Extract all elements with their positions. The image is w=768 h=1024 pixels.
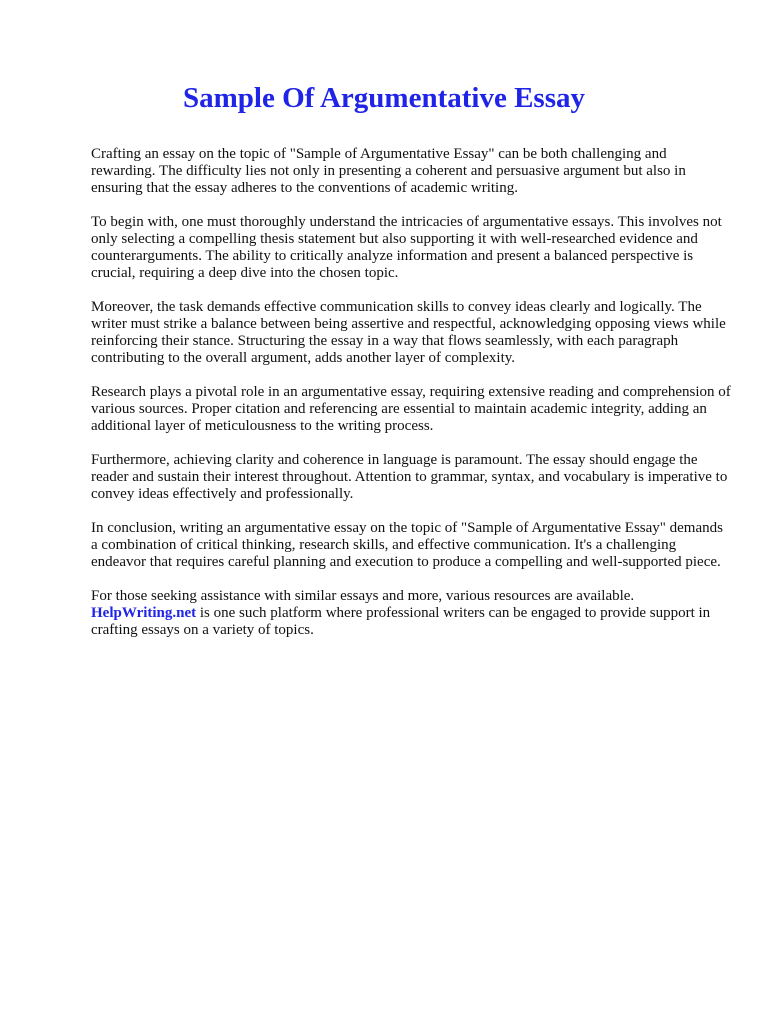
- closing-paragraph: [91, 588, 731, 639]
- paragraph-1: Crafting an essay on the topic of "Sample of Argumentative Essay" can be both challenging and rewarding. The difficulty lies not only in presenting a coherent and persuasive argument but also in ensuring that the essay adheres to the conventions of academic writing.: [91, 146, 686, 196]
- paragraph-2: To begin with, one must thoroughly understand the intricacies of argumentative essays. This involves not only selecting a compelling thesis statement but also supporting it with well-researched evidence and counterarguments. The ability to critically analyze information and present a balanced perspective is crucial, requiring a deep dive into the chosen topic.: [91, 214, 722, 281]
- paragraph-6: In conclusion, writing an argumentative essay on the topic of "Sample of Argumentative Essay" demands a combination of critical thinking, research skills, and effective communication. It's a challenging endeavor that requires careful planning and execution to produce a compelling and well-supported piece.: [91, 520, 723, 570]
- paragraph-5: Furthermore, achieving clarity and coherence in language is paramount. The essay should engage the reader and sustain their interest throughout. Attention to grammar, syntax, and vocabulary is imperative to convey ideas effectively and professionally.: [91, 452, 728, 502]
- helpwriting-link[interactable]: HelpWriting.net: [91, 605, 197, 621]
- paragraph-3: Moreover, the task demands effective communication skills to convey ideas clearly and logically. The writer must strike a balance between being assertive and respectful, acknowledging opposing views while reinforcing their stance. Structuring the essay in a way that flows seamlessly, with each paragraph contributing to the overall argument, adds another layer of complexity.: [91, 299, 726, 366]
- paragraph-4: Research plays a pivotal role in an argumentative essay, requiring extensive reading and comprehension of various sources. Proper citation and referencing are essential to maintain academic integrity, adding an additional layer of meticulousness to the writing process.: [91, 384, 731, 434]
- closing-outro: is one such platform where professional writers can be engaged to provide support in crafting essays on a variety of topics.: [91, 605, 711, 638]
- closing-intro: For those seeking assistance with similar essays and more, various resources are available.: [91, 588, 635, 604]
- document-title: Sample Of Argumentative Essay: [183, 82, 585, 114]
- document-body: [91, 146, 731, 656]
